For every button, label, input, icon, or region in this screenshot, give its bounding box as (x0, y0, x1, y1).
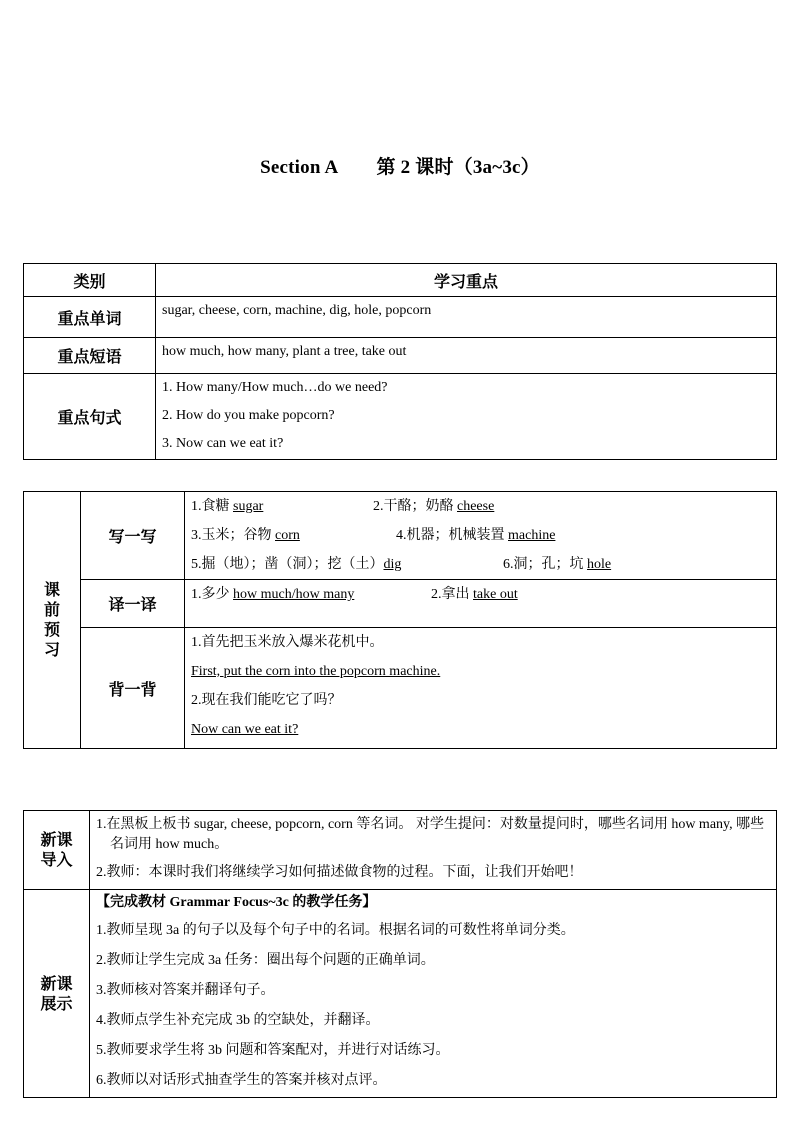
write-content (185, 492, 777, 580)
display-line: 5.教师要求学生将 3b 问题和答案配对，并进行对话练习。 (96, 1043, 450, 1058)
header-focus: 学习重点 (156, 264, 777, 297)
table-row (24, 374, 777, 460)
recite-content (185, 628, 777, 749)
title-section: Section A (260, 157, 339, 178)
sentence-line: 1. How many/How much…do we need? (162, 380, 388, 395)
row-label-phrases: 重点短语 (24, 338, 156, 374)
row-content-words: sugar, cheese, corn, machine, dig, hole, popcorn (156, 297, 777, 338)
intro-content (90, 811, 777, 890)
answer-take-out: take out (473, 587, 518, 602)
display-line: 4.教师点学生补充完成 3b 的空缺处，并翻译。 (96, 1013, 380, 1028)
table-row (24, 890, 777, 1098)
page-title (0, 152, 800, 179)
write-label: 写一写 (81, 492, 185, 580)
intro-line: 2.教师：本课时我们将继续学习如何描述做食物的过程。下面，让我们开始吧！ (96, 865, 583, 880)
translate-label: 译一译 (81, 580, 185, 628)
sentence-line: 2. How do you make popcorn? (162, 408, 335, 423)
list-item: 1.食糖 sugar 2.干酪；奶酪 cheese (191, 499, 495, 514)
translate-content (185, 580, 777, 628)
answer-how-much: how much/how many (233, 587, 355, 602)
preview-section-label: 课前预习 (24, 492, 81, 749)
display-line: 2.教师让学生完成 3a 任务：圈出每个问题的正确单词。 (96, 953, 435, 968)
key-points-table (23, 263, 777, 460)
recite-line: First, put the corn into the popcorn machine. (191, 664, 441, 679)
display-line: 6.教师以对话形式抽查学生的答案并核对点评。 (96, 1073, 387, 1088)
table-row (24, 492, 777, 580)
display-label: 新课展示 (24, 890, 90, 1098)
answer-corn: corn (275, 528, 300, 543)
display-heading: 【完成教材 Grammar Focus~3c 的教学任务】 (96, 895, 377, 910)
lesson-table (23, 810, 777, 1098)
table-row (24, 580, 777, 628)
sentence-line: 3. Now can we eat it? (162, 436, 284, 451)
table-row (24, 297, 777, 338)
table-row (24, 628, 777, 749)
title-lesson: 第 2 课时（3a~3c） (376, 157, 540, 178)
recite-line: 1.首先把玉米放入爆米花机中。 (191, 635, 384, 650)
recite-line: 2.现在我们能吃它了吗？ (191, 693, 342, 708)
answer-sugar: sugar (233, 499, 264, 514)
table-row (24, 811, 777, 890)
recite-label: 背一背 (81, 628, 185, 749)
row-content-phrases: how much, how many, plant a tree, take out (156, 338, 777, 374)
preview-table (23, 491, 777, 749)
row-label-words: 重点单词 (24, 297, 156, 338)
answer-dig: dig (383, 557, 402, 572)
table-row (24, 338, 777, 374)
recite-line: Now can we eat it? (191, 722, 299, 737)
list-item: 5.掘（地）；凿（洞）；挖（土）dig 6.洞；孔；坑 hole (191, 557, 612, 572)
row-content-sentences (156, 374, 777, 460)
intro-line: 1.在黑板上板书 sugar, cheese, popcorn, corn 等名词。 对学生提问：对数量提问时，哪些名词用 how many, 哪些名词用 how much。 (96, 817, 765, 852)
key-points-header-row (24, 264, 777, 297)
list-item: 3.玉米；谷物 corn 4.机器；机械装置 machine (191, 528, 556, 543)
display-line: 1.教师呈现 3a 的句子以及每个句子中的名词。根据名词的可数性将单词分类。 (96, 923, 575, 938)
display-line: 3.教师核对答案并翻译句子。 (96, 983, 275, 998)
list-item: 1.多少 how much/how many 2.拿出 take out (191, 587, 518, 602)
answer-hole: hole (587, 557, 612, 572)
intro-label: 新课导入 (24, 811, 90, 890)
answer-machine: machine (508, 528, 556, 543)
display-content (90, 890, 777, 1098)
answer-cheese: cheese (457, 499, 495, 514)
row-label-sentences: 重点句式 (24, 374, 156, 460)
header-category: 类别 (24, 264, 156, 297)
